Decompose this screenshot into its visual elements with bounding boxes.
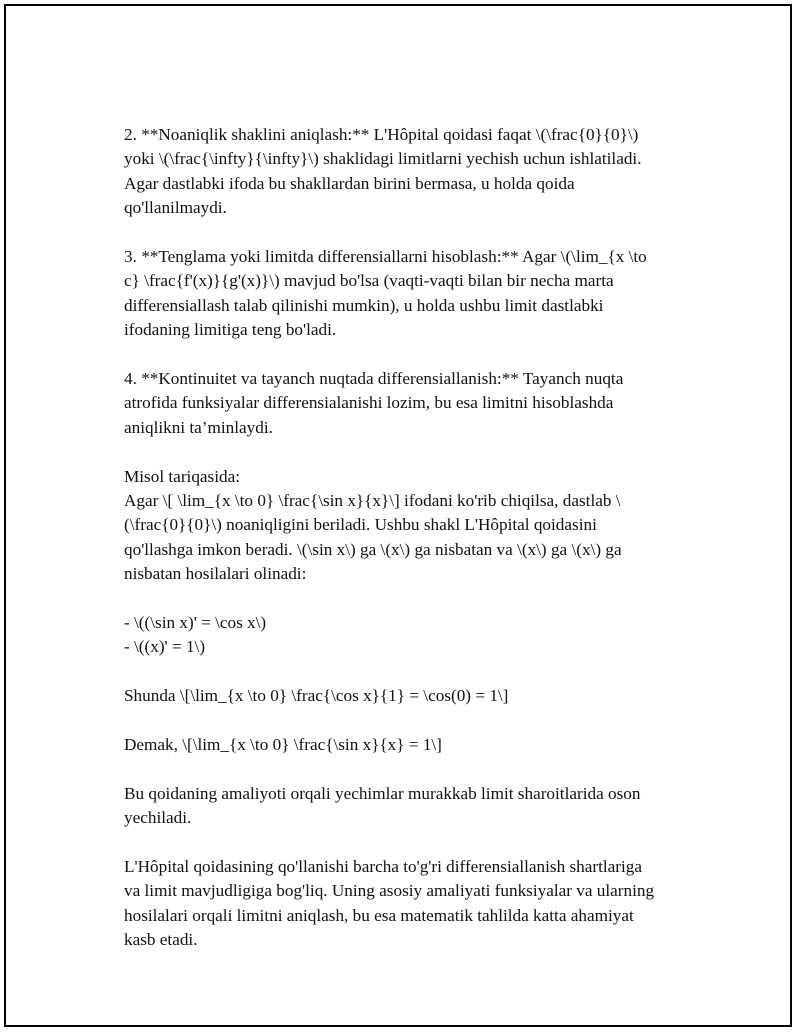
paragraph-rule-2: 2. **Noaniqlik shaklini aniqlash:** L'Hôpital qoidasi faqat \(\frac{0}{0}\) yoki \(\frac{\infty}{\infty}\) shaklidagi limitlarni yechish uchun ishlatiladi. Agar dastlabki ifoda bu shakllardan birini bermasa, u holda qoida qo'llanilmaydi. bbox=[124, 125, 642, 218]
derivative-list: - \((\sin x)' = \cos x\) - \((x)' = 1\) bbox=[124, 613, 267, 657]
paragraph-then: Shunda \[\lim_{x \to 0} \frac{\cos x}{1} = \cos(0) = 1\] bbox=[124, 686, 509, 706]
document-body bbox=[124, 123, 704, 953]
paragraph-practice: Bu qoidaning amaliyoti orqali yechimlar murakkab limit sharoitlarida oson yechiladi. bbox=[124, 783, 641, 828]
paragraph-result: Demak, \[\lim_{x \to 0} \frac{\sin x}{x} = 1\] bbox=[124, 735, 442, 755]
page-frame bbox=[4, 4, 792, 1027]
paragraph-rule-4: 4. **Kontinuitet va tayanch nuqtada differensiallanish:** Tayanch nuqta atrofida funksiyalar differensialanishi lozim, bu esa limitni hisoblashda aniqlikni ta’minlaydi. bbox=[124, 369, 624, 437]
paragraph-conclusion: L'Hôpital qoidasining qo'llanishi barcha to'g'ri differensiallanish shartlariga va limit mavjudligiga bog'liq. Uning asosiy amaliyati funksiyalar va ularning hosilalari orqali limitni aniqlash, bu esa matematik tahlilda katta ahamiyat kasb etadi. bbox=[124, 857, 655, 950]
paragraph-rule-3: 3. **Tenglama yoki limitda differensiallarni hisoblash:** Agar \(\lim_{x \to c} \frac{f'(x)}{g'(x)}\) mavjud bo'lsa (vaqti-vaqti bilan bir necha marta differensiallash talab qilinishi mumkin), u holda ushbu limit dastlabki ifodaning limitiga teng bo'ladi. bbox=[124, 247, 647, 340]
paragraph-example: Misol tariqasida: Agar \[ \lim_{x \to 0} \frac{\sin x}{x}\] ifodani ko'rib chiqilsa, dastlab \ (\frac{0}{0}\) noaniqligini beriladi. Ushbu shakl L'Hôpital qoidasini qo'llashga imkon beradi. \(\sin x\) ga \(x\) ga nisbatan va \(x\) ga \(x\) ga nisbatan hosilalari olinadi: bbox=[124, 466, 622, 584]
